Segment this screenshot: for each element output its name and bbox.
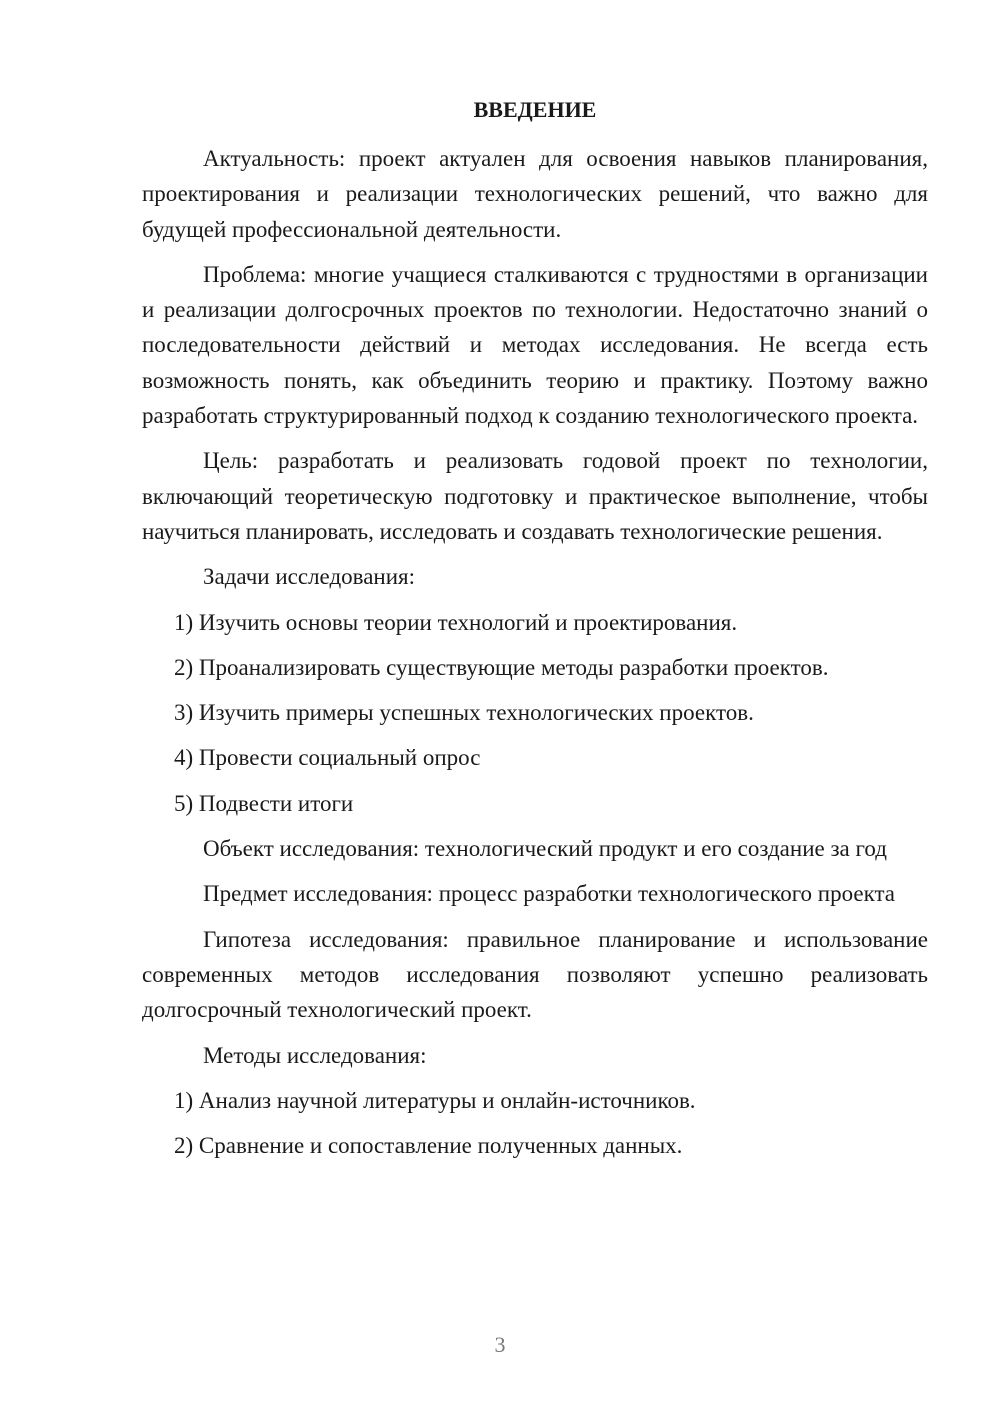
goal-paragraph: Цель: разработать и реализовать годовой проект по технологии, включающий теоретическую подготовку и практическое выполнение, чтобы научиться планировать, исследовать и создавать технологические решения.: [142, 448, 928, 544]
object-paragraph: Объект исследования: технологический продукт и его создание за год: [203, 836, 887, 862]
task-item: 5) Подвести итоги: [174, 790, 354, 816]
tasks-title: Задачи исследования:: [203, 564, 416, 590]
methods-title: Методы исследования:: [203, 1042, 427, 1068]
method-item: 1) Анализ научной литературы и онлайн-источников.: [174, 1087, 696, 1113]
subject-paragraph: Предмет исследования: процесс разработки технологического проекта: [203, 881, 896, 907]
relevance-paragraph: Актуальность: проект актуален для освоения навыков планирования, проектирования и реализации технологических решений, что важно для будущей профессиональной деятельности.: [142, 146, 928, 242]
page-number: 3: [494, 1332, 506, 1357]
task-item: 3) Изучить примеры успешных технологических проектов.: [174, 700, 754, 726]
method-item: 2) Сравнение и сопоставление полученных данных.: [174, 1133, 683, 1159]
task-item: 4) Провести социальный опрос: [174, 745, 481, 771]
hypothesis-paragraph: Гипотеза исследования: правильное планирование и использование современных методов исследования позволяют успешно реализовать долгосрочный технологический проект.: [142, 926, 928, 1023]
task-item: 1) Изучить основы теории технологий и проектирования.: [174, 609, 738, 635]
task-item: 2) Проанализировать существующие методы разработки проектов.: [174, 654, 829, 680]
problem-paragraph: Проблема: многие учащиеся сталкиваются с трудностями в организации и реализации долгосрочных проектов по технологии. Недостаточно знаний о последовательности действий и методах исследования. Не всегда есть возможность понять, как объединить теорию и практику. Поэтому важно разработать структурированный подход к созданию технологического проекта.: [142, 261, 928, 429]
document-body: [142, 141, 928, 1173]
page-heading: ВВЕДЕНИЕ: [473, 97, 597, 122]
